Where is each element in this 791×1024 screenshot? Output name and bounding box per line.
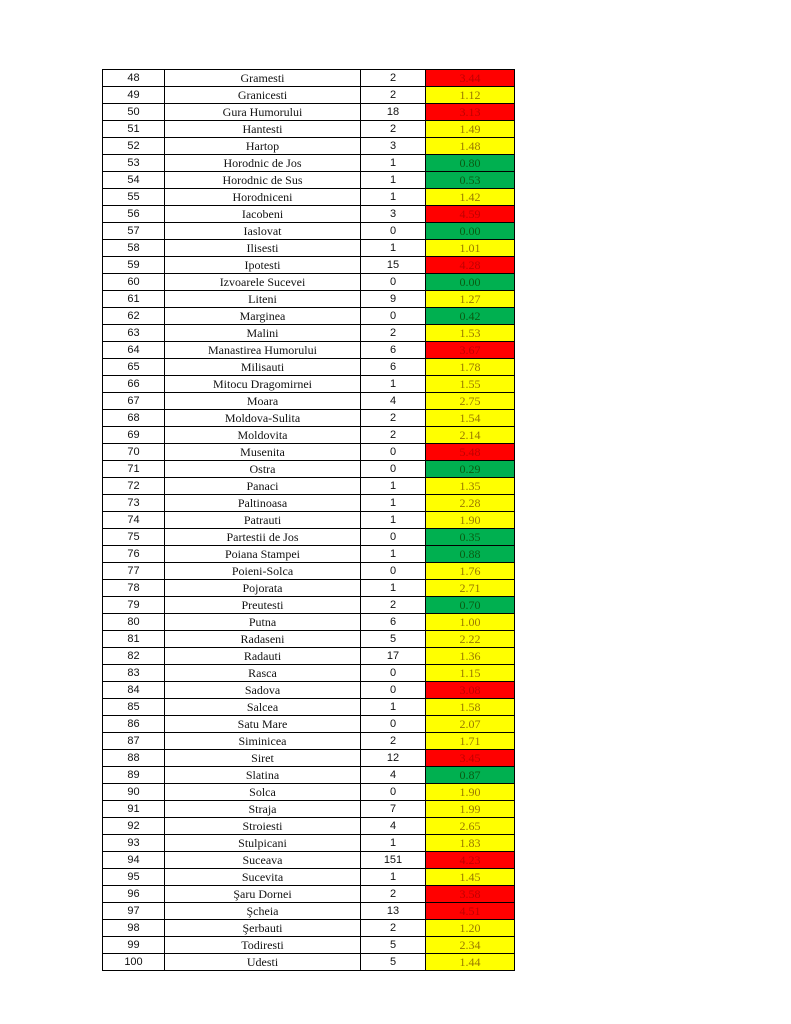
incidence-table: [102, 69, 515, 971]
incidence-rate-cell: 2.22: [426, 631, 515, 648]
row-number-cell: 63: [103, 325, 165, 342]
row-number-cell: 77: [103, 563, 165, 580]
table-row: [103, 274, 515, 291]
locality-name-cell: Granicesti: [165, 87, 361, 104]
case-count-cell: 151: [361, 852, 426, 869]
case-count-cell: 2: [361, 87, 426, 104]
row-number-cell: 48: [103, 70, 165, 87]
locality-name-cell: Moldova-Sulita: [165, 410, 361, 427]
incidence-rate-cell: 1.55: [426, 376, 515, 393]
case-count-cell: 4: [361, 767, 426, 784]
row-number-cell: 100: [103, 954, 165, 971]
locality-name-cell: Paltinoasa: [165, 495, 361, 512]
table-row: [103, 410, 515, 427]
locality-name-cell: Mitocu Dragomirnei: [165, 376, 361, 393]
locality-name-cell: Satu Mare: [165, 716, 361, 733]
locality-name-cell: Şaru Dornei: [165, 886, 361, 903]
locality-name-cell: Radaseni: [165, 631, 361, 648]
case-count-cell: 2: [361, 427, 426, 444]
incidence-rate-cell: 3.08: [426, 682, 515, 699]
row-number-cell: 84: [103, 682, 165, 699]
row-number-cell: 90: [103, 784, 165, 801]
case-count-cell: 0: [361, 716, 426, 733]
table-row: [103, 529, 515, 546]
locality-name-cell: Iaslovat: [165, 223, 361, 240]
table-row: [103, 427, 515, 444]
case-count-cell: 6: [361, 614, 426, 631]
incidence-rate-cell: 3.44: [426, 70, 515, 87]
locality-name-cell: Udesti: [165, 954, 361, 971]
locality-name-cell: Moldovita: [165, 427, 361, 444]
table-row: [103, 393, 515, 410]
row-number-cell: 69: [103, 427, 165, 444]
row-number-cell: 83: [103, 665, 165, 682]
row-number-cell: 59: [103, 257, 165, 274]
locality-name-cell: Gura Humorului: [165, 104, 361, 121]
table-row: [103, 886, 515, 903]
incidence-rate-cell: 0.80: [426, 155, 515, 172]
locality-name-cell: Radauti: [165, 648, 361, 665]
row-number-cell: 85: [103, 699, 165, 716]
locality-name-cell: Suceava: [165, 852, 361, 869]
case-count-cell: 5: [361, 631, 426, 648]
case-count-cell: 5: [361, 937, 426, 954]
locality-name-cell: Salcea: [165, 699, 361, 716]
case-count-cell: 0: [361, 223, 426, 240]
incidence-rate-cell: 1.49: [426, 121, 515, 138]
table-row: [103, 495, 515, 512]
case-count-cell: 0: [361, 461, 426, 478]
case-count-cell: 1: [361, 172, 426, 189]
table-row: [103, 648, 515, 665]
case-count-cell: 2: [361, 733, 426, 750]
case-count-cell: 1: [361, 189, 426, 206]
incidence-rate-cell: 3.58: [426, 886, 515, 903]
locality-name-cell: Stulpicani: [165, 835, 361, 852]
incidence-rate-cell: 2.34: [426, 937, 515, 954]
table-row: [103, 359, 515, 376]
incidence-rate-cell: 1.00: [426, 614, 515, 631]
locality-name-cell: Sadova: [165, 682, 361, 699]
case-count-cell: 1: [361, 580, 426, 597]
row-number-cell: 79: [103, 597, 165, 614]
row-number-cell: 55: [103, 189, 165, 206]
incidence-rate-cell: 4.23: [426, 852, 515, 869]
locality-name-cell: Milisauti: [165, 359, 361, 376]
row-number-cell: 64: [103, 342, 165, 359]
table-row: [103, 699, 515, 716]
row-number-cell: 75: [103, 529, 165, 546]
table-row: [103, 818, 515, 835]
table-row: [103, 291, 515, 308]
row-number-cell: 49: [103, 87, 165, 104]
case-count-cell: 0: [361, 274, 426, 291]
table-row: [103, 580, 515, 597]
locality-name-cell: Pojorata: [165, 580, 361, 597]
table-row: [103, 920, 515, 937]
table-row: [103, 954, 515, 971]
case-count-cell: 9: [361, 291, 426, 308]
table-row: [103, 376, 515, 393]
case-count-cell: 13: [361, 903, 426, 920]
table-row: [103, 733, 515, 750]
locality-name-cell: Ipotesti: [165, 257, 361, 274]
row-number-cell: 52: [103, 138, 165, 155]
locality-name-cell: Poiana Stampei: [165, 546, 361, 563]
table-row: [103, 70, 515, 87]
case-count-cell: 1: [361, 699, 426, 716]
table-row: [103, 801, 515, 818]
incidence-rate-cell: 1.76: [426, 563, 515, 580]
row-number-cell: 92: [103, 818, 165, 835]
row-number-cell: 70: [103, 444, 165, 461]
locality-name-cell: Şerbauti: [165, 920, 361, 937]
incidence-rate-cell: 3.13: [426, 104, 515, 121]
incidence-rate-cell: 1.54: [426, 410, 515, 427]
row-number-cell: 72: [103, 478, 165, 495]
case-count-cell: 2: [361, 325, 426, 342]
table-row: [103, 750, 515, 767]
locality-name-cell: Preutesti: [165, 597, 361, 614]
table-row: [103, 563, 515, 580]
table-row: [103, 665, 515, 682]
incidence-rate-cell: 0.88: [426, 546, 515, 563]
case-count-cell: 1: [361, 835, 426, 852]
locality-name-cell: Straja: [165, 801, 361, 818]
incidence-rate-cell: 1.01: [426, 240, 515, 257]
incidence-rate-cell: 1.58: [426, 699, 515, 716]
case-count-cell: 1: [361, 376, 426, 393]
locality-name-cell: Siret: [165, 750, 361, 767]
row-number-cell: 82: [103, 648, 165, 665]
locality-name-cell: Moara: [165, 393, 361, 410]
row-number-cell: 97: [103, 903, 165, 920]
locality-name-cell: Sucevita: [165, 869, 361, 886]
case-count-cell: 1: [361, 155, 426, 172]
incidence-rate-cell: 1.83: [426, 835, 515, 852]
case-count-cell: 0: [361, 682, 426, 699]
table-row: [103, 342, 515, 359]
row-number-cell: 76: [103, 546, 165, 563]
locality-name-cell: Hartop: [165, 138, 361, 155]
incidence-rate-cell: 0.00: [426, 223, 515, 240]
row-number-cell: 81: [103, 631, 165, 648]
table-row: [103, 172, 515, 189]
case-count-cell: 0: [361, 665, 426, 682]
incidence-rate-cell: 1.44: [426, 954, 515, 971]
row-number-cell: 95: [103, 869, 165, 886]
table-row: [103, 478, 515, 495]
locality-name-cell: Izvoarele Sucevei: [165, 274, 361, 291]
incidence-rate-cell: 2.71: [426, 580, 515, 597]
table-row: [103, 104, 515, 121]
table-row: [103, 189, 515, 206]
row-number-cell: 96: [103, 886, 165, 903]
incidence-rate-cell: 3.67: [426, 342, 515, 359]
locality-name-cell: Patrauti: [165, 512, 361, 529]
incidence-rate-cell: 1.90: [426, 784, 515, 801]
locality-name-cell: Horodniceni: [165, 189, 361, 206]
table-row: [103, 444, 515, 461]
locality-name-cell: Partestii de Jos: [165, 529, 361, 546]
row-number-cell: 87: [103, 733, 165, 750]
case-count-cell: 7: [361, 801, 426, 818]
table-row: [103, 308, 515, 325]
locality-name-cell: Stroiesti: [165, 818, 361, 835]
case-count-cell: 6: [361, 342, 426, 359]
row-number-cell: 67: [103, 393, 165, 410]
table-row: [103, 903, 515, 920]
locality-name-cell: Solca: [165, 784, 361, 801]
case-count-cell: 15: [361, 257, 426, 274]
table-row: [103, 87, 515, 104]
incidence-rate-cell: 1.48: [426, 138, 515, 155]
case-count-cell: 2: [361, 920, 426, 937]
incidence-rate-cell: 0.53: [426, 172, 515, 189]
incidence-rate-cell: 1.15: [426, 665, 515, 682]
case-count-cell: 1: [361, 869, 426, 886]
locality-name-cell: Manastirea Humorului: [165, 342, 361, 359]
incidence-rate-cell: 1.27: [426, 291, 515, 308]
case-count-cell: 1: [361, 512, 426, 529]
row-number-cell: 86: [103, 716, 165, 733]
case-count-cell: 0: [361, 563, 426, 580]
row-number-cell: 58: [103, 240, 165, 257]
case-count-cell: 1: [361, 546, 426, 563]
case-count-cell: 2: [361, 886, 426, 903]
incidence-rate-cell: 1.78: [426, 359, 515, 376]
row-number-cell: 91: [103, 801, 165, 818]
table-row: [103, 138, 515, 155]
locality-name-cell: Todiresti: [165, 937, 361, 954]
table-row: [103, 257, 515, 274]
incidence-rate-cell: 1.90: [426, 512, 515, 529]
row-number-cell: 88: [103, 750, 165, 767]
case-count-cell: 0: [361, 784, 426, 801]
table-row: [103, 852, 515, 869]
case-count-cell: 17: [361, 648, 426, 665]
locality-name-cell: Şcheia: [165, 903, 361, 920]
table-row: [103, 206, 515, 223]
incidence-rate-cell: 0.35: [426, 529, 515, 546]
locality-name-cell: Horodnic de Sus: [165, 172, 361, 189]
incidence-rate-cell: 3.45: [426, 750, 515, 767]
incidence-rate-cell: 1.45: [426, 869, 515, 886]
table-row: [103, 682, 515, 699]
locality-name-cell: Ilisesti: [165, 240, 361, 257]
case-count-cell: 1: [361, 478, 426, 495]
incidence-rate-cell: 0.29: [426, 461, 515, 478]
incidence-table-body: [103, 70, 515, 971]
case-count-cell: 0: [361, 308, 426, 325]
row-number-cell: 68: [103, 410, 165, 427]
row-number-cell: 94: [103, 852, 165, 869]
incidence-rate-cell: 2.14: [426, 427, 515, 444]
incidence-rate-cell: 1.53: [426, 325, 515, 342]
row-number-cell: 56: [103, 206, 165, 223]
table-row: [103, 767, 515, 784]
table-row: [103, 240, 515, 257]
case-count-cell: 2: [361, 597, 426, 614]
incidence-rate-cell: 0.00: [426, 274, 515, 291]
incidence-rate-cell: 1.35: [426, 478, 515, 495]
case-count-cell: 1: [361, 240, 426, 257]
locality-name-cell: Panaci: [165, 478, 361, 495]
case-count-cell: 2: [361, 70, 426, 87]
incidence-rate-cell: 2.75: [426, 393, 515, 410]
incidence-rate-cell: 4.51: [426, 903, 515, 920]
incidence-rate-cell: 4.28: [426, 257, 515, 274]
table-row: [103, 614, 515, 631]
row-number-cell: 74: [103, 512, 165, 529]
row-number-cell: 54: [103, 172, 165, 189]
row-number-cell: 51: [103, 121, 165, 138]
locality-name-cell: Musenita: [165, 444, 361, 461]
table-row: [103, 512, 515, 529]
case-count-cell: 18: [361, 104, 426, 121]
row-number-cell: 93: [103, 835, 165, 852]
table-row: [103, 784, 515, 801]
incidence-rate-cell: 2.28: [426, 495, 515, 512]
row-number-cell: 78: [103, 580, 165, 597]
case-count-cell: 4: [361, 393, 426, 410]
incidence-rate-cell: 1.99: [426, 801, 515, 818]
table-row: [103, 869, 515, 886]
incidence-rate-cell: 1.42: [426, 189, 515, 206]
case-count-cell: 0: [361, 529, 426, 546]
incidence-rate-cell: 1.12: [426, 87, 515, 104]
table-row: [103, 155, 515, 172]
locality-name-cell: Rasca: [165, 665, 361, 682]
row-number-cell: 98: [103, 920, 165, 937]
table-row: [103, 325, 515, 342]
locality-name-cell: Iacobeni: [165, 206, 361, 223]
case-count-cell: 1: [361, 495, 426, 512]
locality-name-cell: Malini: [165, 325, 361, 342]
row-number-cell: 71: [103, 461, 165, 478]
case-count-cell: 2: [361, 121, 426, 138]
case-count-cell: 12: [361, 750, 426, 767]
incidence-rate-cell: 0.87: [426, 767, 515, 784]
table-row: [103, 223, 515, 240]
table-row: [103, 121, 515, 138]
row-number-cell: 99: [103, 937, 165, 954]
locality-name-cell: Horodnic de Jos: [165, 155, 361, 172]
locality-name-cell: Ostra: [165, 461, 361, 478]
case-count-cell: 3: [361, 206, 426, 223]
row-number-cell: 73: [103, 495, 165, 512]
row-number-cell: 57: [103, 223, 165, 240]
row-number-cell: 53: [103, 155, 165, 172]
row-number-cell: 61: [103, 291, 165, 308]
case-count-cell: 3: [361, 138, 426, 155]
incidence-rate-cell: 2.07: [426, 716, 515, 733]
table-row: [103, 835, 515, 852]
table-row: [103, 546, 515, 563]
incidence-rate-cell: 5.48: [426, 444, 515, 461]
incidence-rate-cell: 2.65: [426, 818, 515, 835]
table-row: [103, 597, 515, 614]
locality-name-cell: Marginea: [165, 308, 361, 325]
locality-name-cell: Liteni: [165, 291, 361, 308]
table-row: [103, 716, 515, 733]
case-count-cell: 6: [361, 359, 426, 376]
row-number-cell: 66: [103, 376, 165, 393]
case-count-cell: 0: [361, 444, 426, 461]
row-number-cell: 50: [103, 104, 165, 121]
row-number-cell: 60: [103, 274, 165, 291]
locality-name-cell: Poieni-Solca: [165, 563, 361, 580]
table-row: [103, 631, 515, 648]
case-count-cell: 2: [361, 410, 426, 427]
incidence-rate-cell: 0.42: [426, 308, 515, 325]
locality-name-cell: Siminicea: [165, 733, 361, 750]
table-row: [103, 937, 515, 954]
case-count-cell: 4: [361, 818, 426, 835]
locality-name-cell: Slatina: [165, 767, 361, 784]
case-count-cell: 5: [361, 954, 426, 971]
row-number-cell: 80: [103, 614, 165, 631]
row-number-cell: 89: [103, 767, 165, 784]
locality-name-cell: Putna: [165, 614, 361, 631]
locality-name-cell: Gramesti: [165, 70, 361, 87]
incidence-rate-cell: 1.71: [426, 733, 515, 750]
incidence-rate-cell: 4.59: [426, 206, 515, 223]
incidence-rate-cell: 1.20: [426, 920, 515, 937]
incidence-rate-cell: 0.70: [426, 597, 515, 614]
row-number-cell: 65: [103, 359, 165, 376]
table-row: [103, 461, 515, 478]
row-number-cell: 62: [103, 308, 165, 325]
incidence-rate-cell: 1.36: [426, 648, 515, 665]
locality-name-cell: Hantesti: [165, 121, 361, 138]
